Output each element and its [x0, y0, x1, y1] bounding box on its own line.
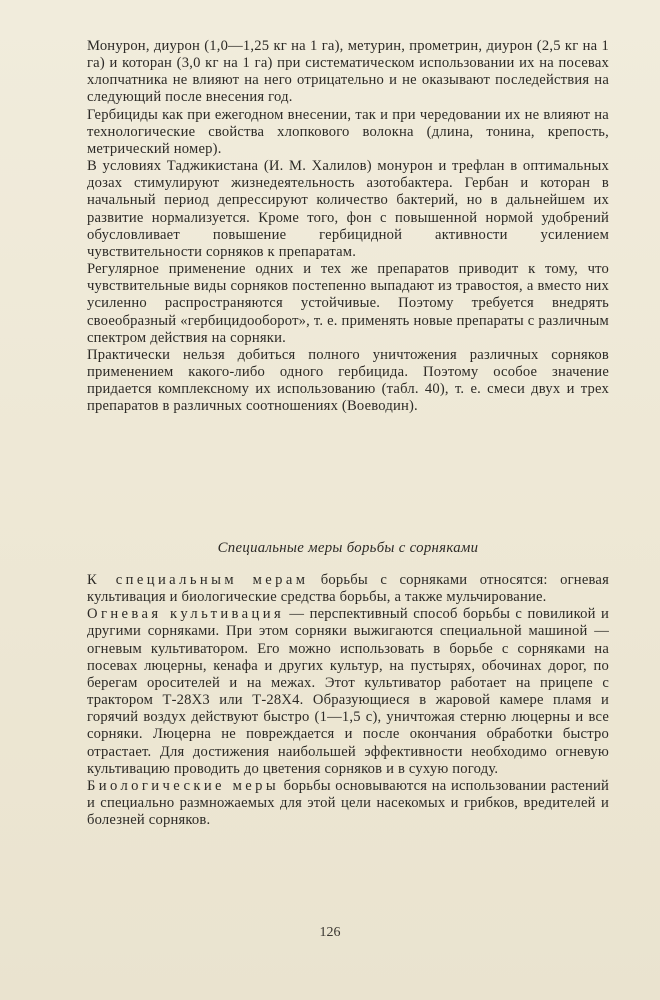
page-number: 126 — [319, 925, 341, 940]
paragraph-1: Монурон, диурон (1,0—1,25 кг на 1 га), метурин, прометрин, диурон (2,5 кг на 1 га) и которан (3,0 кг на 1 га) при систематическом использовании их на посевах хлопчатника не влияют на него отрицательно и не оказывают последействия на следующий после внесения год. — [87, 38, 609, 106]
paragraph-body: — перспективный способ борьбы с повиликой и другими сорняками. При этом сорняки выжигаются специальной машиной — огневым культиватором. Его можно использовать в борьбе с сорняками на посевах люцерны, кенафа и других культур, на пустырях, обочинах дорог, по берегам оросителей и на межах. Этот культиватор работает на прицепе с трактором Т-28Х3 или Т-28Х4. Образующиеся в жаровой камере пламя и горячий воздух действуют быстро (1—1,5 с), уничтожая стерню люцерны и все сорняки. Люцерна не повреждается и после окончания обработки быстро отрастает. Для достижения наибольшей эффективности необходимо огневую культивацию проводить до цветения сорняков и в сухую погоду. — [87, 606, 609, 777]
paragraph-body: борьбы основываются на использовании растений и специально размножаемых для этой цели насекомых и грибков, вредителей и болезней сорняков. — [87, 777, 609, 829]
paragraph-special-measures — [87, 572, 609, 606]
section-heading: Специальные меры борьбы с сорняками — [217, 540, 479, 556]
upper-text — [87, 38, 609, 415]
paragraph-fire-cultivation — [87, 606, 609, 778]
lower-text — [87, 572, 609, 829]
paragraph-body: борьбы с сорняками относятся: огневая культивация и биологические средства борьбы, а также мульчирование. — [87, 572, 609, 606]
paragraph-lead: Биологические меры — [87, 777, 280, 794]
paragraph-lead: Огневая культивация — [87, 606, 285, 623]
paragraph-lead: К специальным мерам — [87, 572, 309, 588]
paragraph-4: Регулярное применение одних и тех же препаратов приводит к тому, что чувствительные виды сорняков постепенно выпадают из травостоя, а вместо них усиленно распространяются устойчивые. Поэтому требуется внедрять своеобразный «гербицидооборот», т. е. применять новые препараты с различным спектром действия на сорняки. — [87, 261, 609, 346]
paragraph-2: Гербициды как при ежегодном внесении, так и при чередовании их не влияют на технологические свойства хлопкового волокна (длина, тонина, крепость, метрический номер). — [87, 106, 609, 157]
paragraph-3: В условиях Таджикистана (И. М. Халилов) монурон и трефлан в оптимальных дозах стимулируют жизнедеятельность азотобактера. Гербан и которан в начальный период депрессируют количество бактерий, но в дальнейшем их развитие нормализуется. Кроме того, фон с повышенной нормой удобрений обусловливает повышение гербицидной активности усилением чувствительности сорняков к препаратам. — [87, 158, 609, 260]
paragraph-5: Практически нельзя добиться полного уничтожения различных сорняков применением какого-либо одного гербицида. Поэтому особое значение придается комплексному их использованию (табл. 40), т. е. смеси двух и трех препаратов в различных соотношениях (Воеводин). — [87, 346, 609, 415]
paragraph-biological-measures — [87, 778, 609, 829]
